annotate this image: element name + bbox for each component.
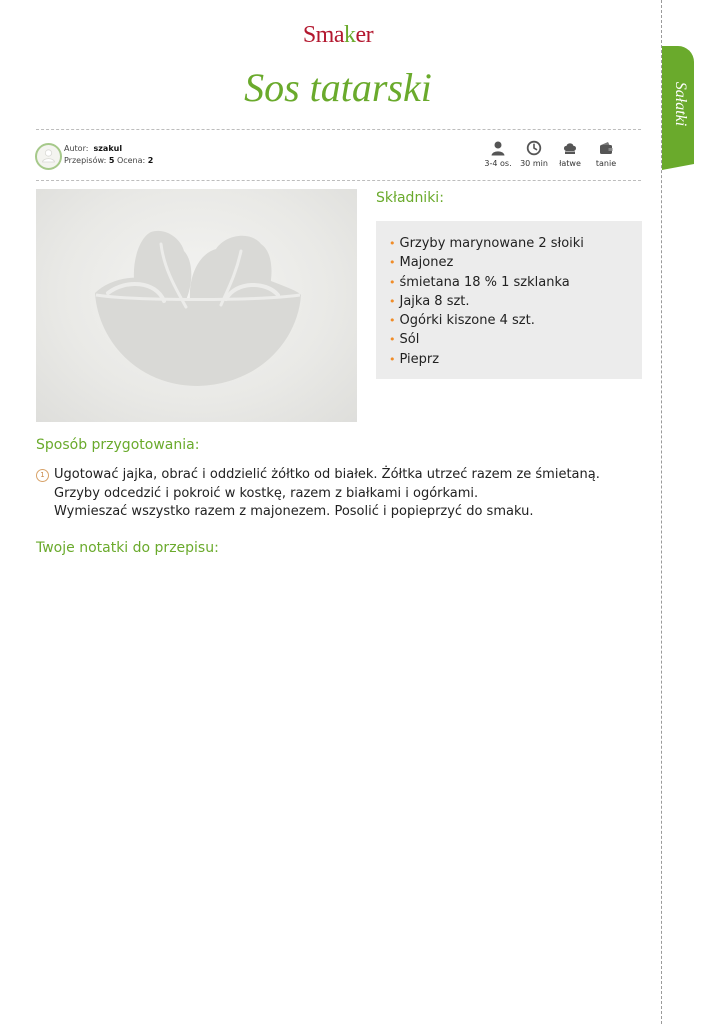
ingredient-text: Pieprz <box>399 351 440 367</box>
category-tab[interactable] <box>662 46 694 164</box>
ingredient-text: Ogórki kiszone 4 szt. <box>399 313 535 329</box>
logo-part-er: er <box>355 22 374 48</box>
recipes-label: Przepisów: <box>64 156 107 165</box>
ingredient-item <box>389 234 642 253</box>
smaker-logo[interactable] <box>0 22 676 49</box>
step-number: 1 <box>36 469 49 482</box>
bullet-icon: • <box>389 294 396 308</box>
author-meta <box>64 143 153 167</box>
stat-servings-label: 3-4 os. <box>484 159 512 168</box>
bullet-icon: • <box>389 314 396 328</box>
step-line: Grzyby odcedzić i pokroić w kostkę, razem z białkami i ogórkami. <box>54 485 479 501</box>
bullet-icon: • <box>389 352 396 366</box>
ingredient-text: Majonez <box>399 255 454 271</box>
divider-bottom <box>36 180 641 181</box>
rating-value: 2 <box>147 156 154 165</box>
ingredient-item <box>389 311 642 330</box>
recipe-stats <box>480 140 624 168</box>
rating-label: Ocena: <box>116 156 146 165</box>
ingredients-list <box>376 221 642 369</box>
recipes-count: 5 <box>108 156 115 165</box>
step-line: Wymieszać wszystko razem z majonezem. Posolić i popieprzyć do smaku. <box>54 504 534 519</box>
ingredients-heading: Składniki: <box>376 190 444 206</box>
logo-part-k: k <box>344 22 356 48</box>
ingredient-item <box>389 273 642 292</box>
salad-bowl-icon <box>36 189 357 422</box>
author-line <box>64 143 153 155</box>
step-text <box>54 466 644 522</box>
stat-time <box>516 140 552 168</box>
method-heading: Sposób przygotowania: <box>36 437 200 453</box>
ingredient-item <box>389 253 642 272</box>
stat-time-label: 30 min <box>520 159 548 168</box>
stat-difficulty-label: łatwe <box>559 159 581 168</box>
user-avatar-icon <box>41 148 56 163</box>
bullet-icon: • <box>389 333 396 347</box>
stat-cost <box>588 140 624 168</box>
stat-servings <box>480 140 516 168</box>
ingredients-box <box>376 221 642 379</box>
bullet-icon: • <box>389 256 396 270</box>
person-icon <box>490 140 506 156</box>
clock-icon <box>526 140 542 156</box>
recipes-rating-line <box>64 155 153 167</box>
author-avatar[interactable] <box>35 143 62 170</box>
bullet-icon: • <box>389 275 396 289</box>
notes-heading: Twoje notatki do przepisu: <box>36 540 219 556</box>
ingredient-item <box>389 292 642 311</box>
bullet-icon: • <box>389 237 396 250</box>
ingredient-text: Grzyby marynowane 2 słoiki <box>399 236 584 251</box>
divider-top <box>36 129 641 130</box>
stat-cost-label: tanie <box>595 159 617 168</box>
ingredient-item <box>389 350 642 369</box>
stat-difficulty <box>552 140 588 168</box>
ingredient-text: Jajka 8 szt. <box>399 293 470 309</box>
recipe-title: Sos tatarski <box>244 65 432 110</box>
ingredient-text: śmietana 18 % 1 szklanka <box>399 274 570 290</box>
logo-part-sma: Sma <box>302 22 344 48</box>
ingredient-item <box>389 330 642 349</box>
author-label: Autor: <box>64 144 89 153</box>
step-line: Ugotować jajka, obrać i oddzielić żółtko od białek. Żółtka utrzeć razem ze śmietaną. <box>54 467 600 482</box>
category-tab-label: Sałatki <box>672 81 689 127</box>
chef-hat-icon <box>562 140 578 156</box>
wallet-icon <box>598 140 614 156</box>
recipe-photo-placeholder <box>36 189 357 422</box>
author-name[interactable]: szakul <box>93 144 123 153</box>
ingredient-text: Sól <box>399 332 420 348</box>
